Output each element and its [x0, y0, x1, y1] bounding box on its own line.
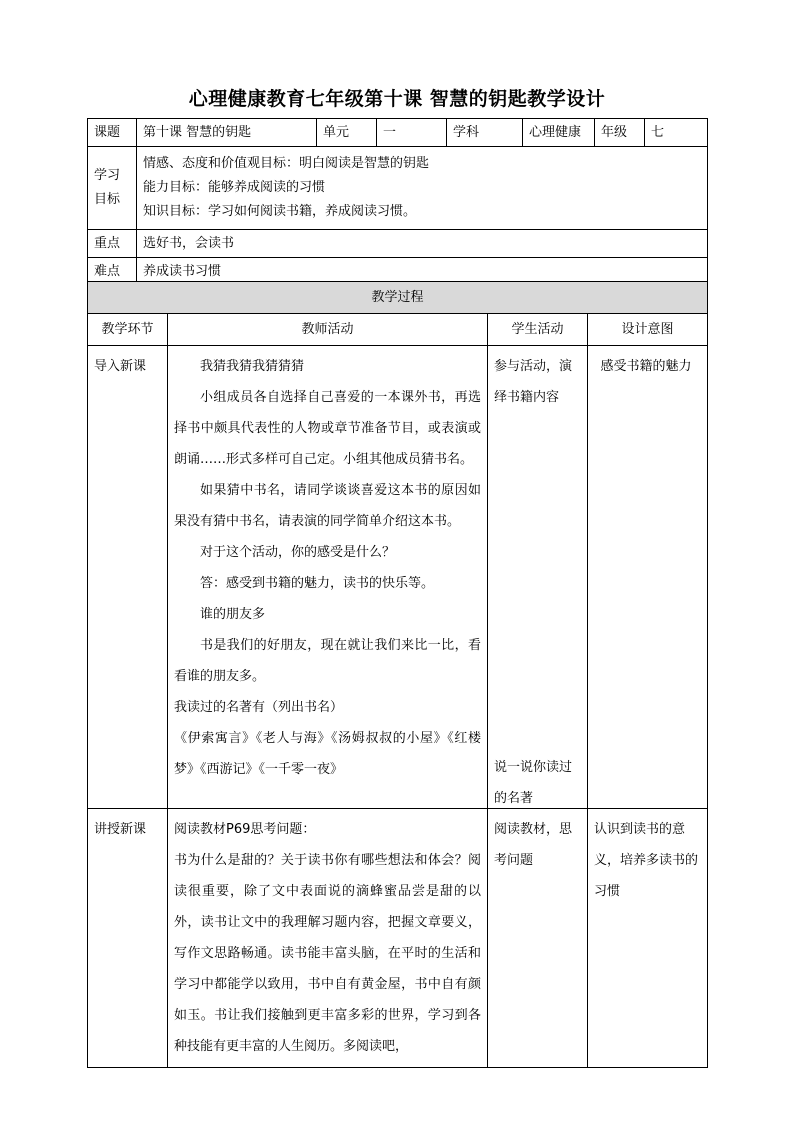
- design-intent-cell: 认识到读书的意义，培养多读书的习惯: [588, 809, 708, 1068]
- grade-label: 年级: [595, 119, 645, 147]
- difficulty-value: 养成读书习惯: [137, 258, 708, 286]
- objective-emotion: 情感、态度和价值观目标：明白阅读是智慧的钥匙: [143, 156, 430, 171]
- objectives-row: [88, 147, 708, 230]
- teacher-paragraph: 如果猜中书名，请同学谈谈喜爱这本书的原因如果没有猜中书名，请表演的同学简单介绍这本书。: [174, 483, 481, 529]
- grade-value: 七: [645, 119, 708, 147]
- teacher-activity-cell: [168, 809, 488, 1068]
- teacher-activity-cell: [168, 346, 488, 809]
- student-activity: 说一说你读过的名著: [494, 760, 573, 806]
- focus-row: [88, 230, 708, 258]
- column-header-teacher: 教师活动: [168, 314, 488, 346]
- process-column-header-row: [88, 314, 708, 346]
- subject-value: 心理健康: [523, 119, 595, 147]
- focus-label: 重点: [88, 230, 137, 258]
- teacher-paragraph: 答：感受到书籍的魅力，读书的快乐等。: [200, 576, 435, 591]
- unit-label: 单元: [317, 119, 377, 147]
- objectives-label-line-1: 学习: [94, 168, 121, 183]
- stage-cell: 讲授新课: [88, 809, 168, 1068]
- teacher-paragraph: 我读过的名著有（列出书名）: [174, 700, 344, 715]
- lesson-value: 第十课 智慧的钥匙: [137, 119, 317, 147]
- subject-label: 学科: [447, 119, 523, 147]
- teacher-paragraph: 《伊索寓言》《老人与海》《汤姆叔叔的小屋》《红楼梦》《西游记》《一千零一夜》: [174, 731, 481, 777]
- document-title: 心理健康教育七年级第十课 智慧的钥匙教学设计: [188, 88, 606, 110]
- teacher-paragraph: 对于这个活动，你的感受是什么？: [200, 545, 396, 560]
- student-activity: 参与活动，演绎书籍内容: [494, 359, 573, 405]
- table-row: [88, 346, 708, 809]
- column-header-student: 学生活动: [488, 314, 588, 346]
- teacher-paragraph: 阅读教材P69思考问题：: [174, 822, 316, 837]
- stage-cell: 导入新课: [88, 346, 168, 809]
- process-header-row: [88, 282, 708, 314]
- teacher-paragraph: 谁的朋友多: [200, 607, 266, 622]
- lesson-info-table: [87, 118, 708, 286]
- lesson-label: 课题: [88, 119, 137, 147]
- objective-ability: 能力目标：能够养成阅读的习惯: [143, 180, 326, 195]
- table-row: [88, 809, 708, 1068]
- difficulty-label: 难点: [88, 258, 137, 286]
- unit-value: 一: [377, 119, 447, 147]
- objectives-content: [137, 147, 708, 230]
- teacher-paragraph: 小组成员各自选择自己喜爱的一本课外书，再选择书中颇具代表性的人物或章节准备节目，或表演或朗诵……形式多样可自己定。小组其他成员猜书名。: [174, 390, 481, 467]
- column-header-stage: 教学环节: [88, 314, 168, 346]
- process-header: 教学过程: [88, 282, 708, 314]
- student-activity-cell: [488, 346, 588, 809]
- design-intent-cell: 感受书籍的魅力: [588, 346, 708, 809]
- student-activity-cell: 阅读教材，思考问题: [488, 809, 588, 1068]
- teaching-process-table: [87, 281, 708, 1068]
- teacher-paragraph: 我猜我猜我猜猜猜: [200, 359, 305, 374]
- column-header-intent: 设计意图: [588, 314, 708, 346]
- objectives-label: [88, 147, 137, 230]
- objectives-label-line-2: 目标: [94, 192, 121, 207]
- objective-knowledge: 知识目标：学习如何阅读书籍，养成阅读习惯。: [143, 204, 417, 219]
- teacher-paragraph: 书为什么是甜的？关于读书你有哪些想法和体会？阅读很重要，除了文中表面说的滴蜂蜜品尝是甜的以外，读书让文中的我理解习题内容，把握文章要义，写作文思路畅通。读书能丰富头脑，在平时的生活和学习中都能学以致用，书中自有黄金屋，书中自有颜如玉。书让我们接触到更丰富多彩的世界，学习到各种技能有更丰富的人生阅历。多阅读吧，: [174, 853, 481, 1054]
- focus-value: 选好书，会读书: [137, 230, 708, 258]
- teacher-paragraph: 书是我们的好朋友，现在就让我们来比一比，看看谁的朋友多。: [174, 638, 481, 684]
- lesson-row: [88, 119, 708, 147]
